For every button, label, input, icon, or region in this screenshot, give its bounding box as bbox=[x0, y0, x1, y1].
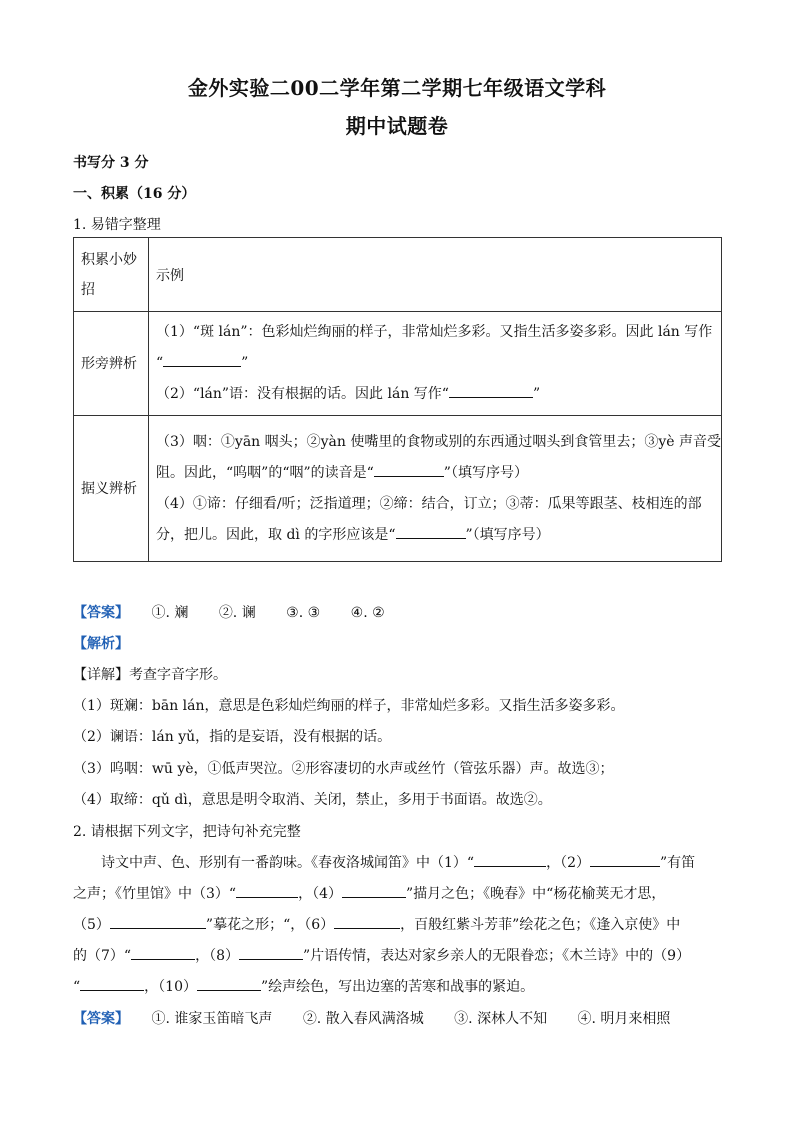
text-segment: ，（8） bbox=[195, 948, 239, 964]
text-segment: （2）“lán”语：没有根据的话。因此 lán 写作“ bbox=[156, 386, 449, 402]
text-segment: ”摹花之形；“，（6） bbox=[205, 917, 335, 933]
fill-blank[interactable] bbox=[590, 852, 660, 867]
text-segment: 阻。因此，“呜咽”的“咽”的读音是“ bbox=[156, 464, 374, 481]
fill-blank[interactable] bbox=[374, 462, 444, 477]
question-2-line bbox=[101, 852, 695, 872]
fill-blank[interactable] bbox=[449, 383, 533, 398]
question-1-heading: 1. 易错字整理 bbox=[73, 217, 161, 233]
text-segment: 之声；《竹里馆》中（3）“ bbox=[73, 886, 237, 902]
fill-blank[interactable] bbox=[110, 914, 206, 929]
fill-blank[interactable] bbox=[334, 914, 400, 929]
answer-1-row bbox=[73, 602, 385, 622]
row-content-cell bbox=[149, 312, 722, 416]
text-segment: ”描月之色；《晚春》中“杨花榆荚无才思， bbox=[406, 886, 666, 902]
exam-title: 金外实验二00二学年第二学期七年级语文学科 bbox=[187, 76, 607, 100]
fill-blank[interactable] bbox=[80, 976, 144, 991]
fill-blank[interactable] bbox=[396, 524, 466, 539]
answer-item: ③. ③ bbox=[286, 605, 321, 621]
answer-item: ②. 散入春风满洛城 bbox=[302, 1011, 424, 1027]
question-2-heading: 2. 请根据下列文字，把诗句补充完整 bbox=[73, 824, 301, 840]
row-content-cell bbox=[149, 416, 722, 562]
fill-blank[interactable] bbox=[239, 945, 303, 960]
row-text-line bbox=[156, 348, 721, 379]
explanation-line: （1）斑斓：bān lán，意思是色彩灿烂绚丽的样子，非常灿烂多彩。又指生活多姿多彩。 bbox=[73, 698, 625, 714]
quote-open: “ bbox=[156, 355, 164, 371]
header-label-line2: 招 bbox=[81, 281, 95, 298]
text-segment: ，百般红紫斗芳菲”绘花之色；《逢入京使》中 bbox=[400, 917, 681, 933]
table-header-row bbox=[74, 238, 722, 312]
fill-blank[interactable] bbox=[197, 976, 261, 991]
writing-score: 书写分 3 分 bbox=[73, 155, 149, 171]
answer-item: ④. 明月来相照 bbox=[577, 1011, 671, 1027]
answer-tag: 【答案】 bbox=[73, 1011, 129, 1027]
question-2-line bbox=[73, 883, 665, 903]
table-header-cell bbox=[74, 238, 149, 312]
row-text-line bbox=[156, 379, 721, 410]
exam-subtitle: 期中试题卷 bbox=[345, 114, 449, 138]
text-segment: ，（2） bbox=[546, 855, 590, 871]
answer-item: ③. 深林人不知 bbox=[454, 1011, 548, 1027]
text-segment: ”片语传情，表达对家乡亲人的无限眷恋；《木兰诗》中的（9） bbox=[303, 948, 691, 964]
explanation-line: （4）取缔：qǔ dì，意思是明令取消、关闭，禁止，多用于书面语。故选②。 bbox=[73, 792, 552, 808]
text-segment: ”绘声绘色，写出边塞的苦寒和战事的紧迫。 bbox=[261, 979, 535, 995]
header-label-line1: 积累小妙 bbox=[81, 251, 137, 268]
row-text-line: （3）咽：①yān 咽头；②yàn 使嘴里的食物或别的东西通过咽头到食管里去；③yè 声音受 bbox=[156, 433, 721, 450]
question-2-line bbox=[73, 976, 534, 996]
text-segment: 诗文中声、色、形别有一番韵味。《春夜洛城闻笛》中（1）“ bbox=[101, 855, 475, 871]
row-label: 形旁辨析 bbox=[81, 355, 137, 372]
row-label-cell bbox=[74, 416, 149, 562]
answer-item: ②. 谰 bbox=[218, 605, 256, 621]
header-label-example: 示例 bbox=[156, 267, 184, 284]
section-heading: 一、积累（16 分） bbox=[73, 186, 196, 202]
row-label: 据义辨析 bbox=[81, 480, 137, 497]
text-segment: ，（4） bbox=[298, 886, 342, 902]
table-row bbox=[74, 312, 722, 416]
row-label-cell bbox=[74, 312, 149, 416]
text-segment: 的（7）“ bbox=[73, 948, 132, 964]
text-segment: 分，把儿。因此，取 dì 的字形应该是“ bbox=[156, 526, 396, 543]
row-text-line bbox=[156, 520, 721, 551]
explanation-line: （3）呜咽：wū yè，①低声哭泣。②形容凄切的水声或丝竹（管弦乐器）声。故选③； bbox=[73, 761, 614, 777]
row-text-line: （1）“斑 lán”：色彩灿烂绚丽的样子，非常灿烂多彩。又指生活多姿多彩。因此 lán 写作 bbox=[156, 324, 713, 340]
analysis-tag: 【解析】 bbox=[73, 636, 129, 652]
text-segment: （5） bbox=[73, 917, 110, 933]
question-2-line bbox=[73, 945, 690, 965]
fill-blank[interactable] bbox=[474, 852, 546, 867]
text-segment: ”有笛 bbox=[660, 855, 696, 871]
text-segment: ”（填写序号） bbox=[465, 526, 550, 543]
quote-close: ” bbox=[241, 355, 249, 371]
question-2-line bbox=[73, 914, 680, 934]
question-1-table bbox=[73, 237, 722, 562]
text-segment: ”（填写序号） bbox=[443, 464, 528, 481]
text-segment: “ bbox=[73, 979, 81, 995]
fill-blank[interactable] bbox=[236, 883, 298, 898]
explanation-line: （2）谰语：lán yǔ，指的是妄语，没有根据的话。 bbox=[73, 729, 392, 745]
text-segment: ” bbox=[532, 386, 541, 402]
answer-item: ④. ② bbox=[350, 605, 385, 621]
answer-item: ①. 谁家玉笛暗飞声 bbox=[151, 1011, 273, 1027]
answer-tag: 【答案】 bbox=[73, 605, 129, 621]
answer-item: ①. 斓 bbox=[151, 605, 189, 621]
table-header-cell bbox=[149, 238, 722, 312]
detail-line: 【详解】考查字音字形。 bbox=[73, 667, 227, 683]
text-segment: ，（10） bbox=[144, 979, 197, 995]
fill-blank[interactable] bbox=[131, 945, 195, 960]
row-text-line: （4）①谛：仔细看/听；泛指道理；②缔：结合，订立；③蒂：瓜果等跟茎、枝相连的部 bbox=[156, 495, 702, 512]
fill-blank[interactable] bbox=[342, 883, 406, 898]
table-row bbox=[74, 416, 722, 562]
fill-blank[interactable] bbox=[163, 352, 241, 367]
answer-2-row bbox=[73, 1008, 670, 1028]
row-text-line bbox=[156, 458, 721, 489]
